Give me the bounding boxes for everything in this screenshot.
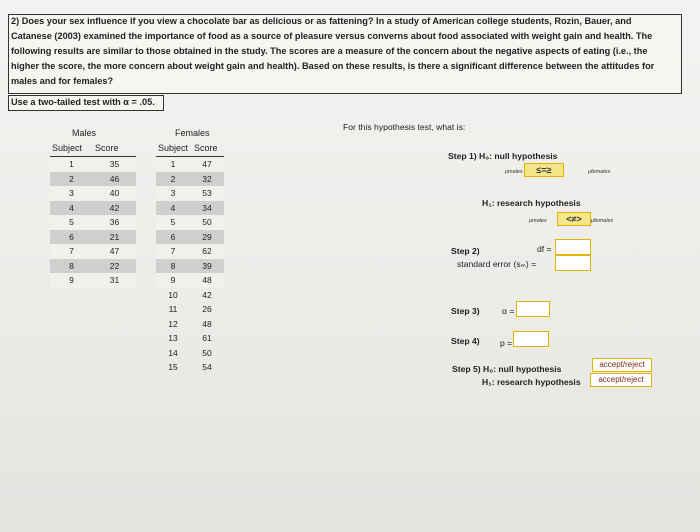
females-score-cell: 61 (202, 333, 212, 344)
alpha-instruction (8, 95, 164, 111)
mu-males-h0: μmales (505, 169, 523, 175)
females-score-cell: 54 (202, 362, 212, 373)
females-subject-cell: 6 (156, 230, 190, 245)
males-score-cell: 46 (93, 172, 136, 187)
males-row (50, 259, 136, 274)
alpha-eq-label: α = (502, 306, 515, 316)
question-line-3: following results are similar to those obtained in the study. The scores are a measure of the concern about the negative aspects of eating (i.e., the (11, 46, 648, 56)
females-score-cell: 53 (190, 186, 224, 201)
question-box (8, 14, 682, 94)
df-label: df = (537, 244, 552, 254)
step5-research-label: H₁: research hypothesis (482, 377, 581, 387)
step2-label: Step 2) (451, 246, 480, 256)
females-subject-cell: 1 (156, 157, 190, 172)
females-score-cell: 50 (202, 347, 212, 358)
females-row (156, 172, 224, 187)
males-row (50, 273, 136, 288)
males-score-cell: 31 (93, 273, 136, 288)
mu-males-h1: μmales (529, 218, 547, 224)
females-row (156, 230, 224, 245)
females-row (156, 288, 224, 303)
females-row (156, 259, 224, 274)
females-score-cell: 48 (190, 273, 224, 288)
question-line-4: higher the score, the more concern about weight gain and health). Based on these results, is there a significant difference between the attitudes for (11, 61, 655, 71)
females-row (156, 331, 224, 346)
males-row (50, 201, 136, 216)
females-subject-cell: 2 (156, 172, 190, 187)
p-eq-label: p = (500, 338, 513, 348)
standard-error-input[interactable] (555, 255, 591, 271)
males-row (50, 157, 136, 172)
females-subject-cell: 14 (168, 347, 178, 358)
females-subject-cell: 7 (156, 244, 190, 259)
null-accept-reject-dropdown[interactable]: accept/reject (592, 358, 652, 372)
males-score-cell: 40 (93, 186, 136, 201)
males-row (50, 244, 136, 259)
h1-label: H₁: research hypothesis (482, 198, 581, 208)
question-line-2: Catanese (2003) examined the importance of food as a source of pleasure versus converns about food associated with weight gain and health. The (11, 31, 653, 41)
females-subject-cell: 15 (168, 362, 178, 373)
females-score-cell: 26 (202, 304, 212, 315)
females-subject-cell: 8 (156, 259, 190, 274)
females-row (156, 273, 224, 288)
males-score-cell: 35 (93, 157, 136, 172)
males-subject-cell: 1 (50, 157, 93, 172)
females-score-cell: 32 (190, 172, 224, 187)
females-subject-cell: 11 (168, 304, 178, 315)
p-input[interactable] (513, 331, 549, 347)
males-subject-cell: 6 (50, 230, 93, 245)
females-score-cell: 29 (190, 230, 224, 245)
males-subject-cell: 2 (50, 172, 93, 187)
females-row (156, 317, 224, 332)
males-row (50, 230, 136, 245)
males-score-cell: 42 (93, 201, 136, 216)
females-subject-cell: 4 (156, 201, 190, 216)
mu-females-h1: μfemales (591, 218, 614, 224)
mu-females-h0: μfemales (588, 169, 611, 175)
question-line-1: 2) Does your sex influence if you view a chocolate bar as delicious or as fattening? In a study of American college students, Rozin, Bauer, and (11, 16, 632, 26)
females-subject-cell: 3 (156, 186, 190, 201)
females-row (156, 215, 224, 230)
males-row (50, 172, 136, 187)
females-row (156, 360, 224, 375)
alpha-instruction-text: Use a two-tailed test with α = .05. (11, 97, 155, 107)
hypothesis-prompt: For this hypothesis test, what is: (343, 122, 466, 132)
se-label: standard error (sₘ) = (457, 259, 537, 269)
females-score-cell: 34 (190, 201, 224, 216)
females-score-cell: 42 (202, 289, 212, 300)
males-col-subject: Subject (52, 143, 83, 153)
males-col-score: Score (95, 143, 119, 153)
step1-label: Step 1) H₀: null hypothesis (448, 151, 558, 161)
question-line-5: males and for females? (11, 76, 114, 86)
females-score-cell: 62 (190, 244, 224, 259)
males-row (50, 215, 136, 230)
females-row (156, 186, 224, 201)
females-subject-cell: 9 (156, 273, 190, 288)
females-row (156, 302, 224, 317)
alpha-input[interactable] (516, 301, 550, 317)
females-subject-cell: 5 (156, 215, 190, 230)
females-col-score: Score (194, 143, 218, 153)
step5-null-label: Step 5) H₀: null hypothesis (452, 364, 562, 374)
females-title: Females (175, 128, 210, 138)
males-subject-cell: 9 (50, 273, 93, 288)
males-subject-cell: 8 (50, 259, 93, 274)
males-score-cell: 21 (93, 230, 136, 245)
males-table (50, 157, 136, 288)
females-subject-cell: 13 (168, 333, 178, 344)
males-score-cell: 36 (93, 215, 136, 230)
females-row (156, 244, 224, 259)
df-input[interactable] (555, 239, 591, 255)
males-subject-cell: 3 (50, 186, 93, 201)
females-score-cell: 50 (190, 215, 224, 230)
females-score-cell: 47 (190, 157, 224, 172)
females-row (156, 201, 224, 216)
step4-label: Step 4) (451, 336, 480, 346)
males-subject-cell: 5 (50, 215, 93, 230)
males-subject-cell: 7 (50, 244, 93, 259)
males-title: Males (72, 128, 97, 138)
males-score-cell: 47 (93, 244, 136, 259)
females-table (156, 157, 224, 375)
females-row (156, 346, 224, 361)
females-score-cell: 48 (202, 318, 212, 329)
females-subject-cell: 12 (168, 318, 178, 329)
females-score-cell: 39 (190, 259, 224, 274)
males-subject-cell: 4 (50, 201, 93, 216)
males-score-cell: 22 (93, 259, 136, 274)
step3-label: Step 3) (451, 306, 480, 316)
h1-sign-dropdown[interactable]: <≠> (557, 212, 591, 226)
research-accept-reject-dropdown[interactable]: accept/reject (590, 373, 652, 387)
females-subject-cell: 10 (168, 289, 178, 300)
males-row (50, 186, 136, 201)
females-row (156, 157, 224, 172)
h0-sign-dropdown[interactable]: ≤=≥ (524, 163, 564, 177)
females-col-subject: Subject (158, 143, 189, 153)
